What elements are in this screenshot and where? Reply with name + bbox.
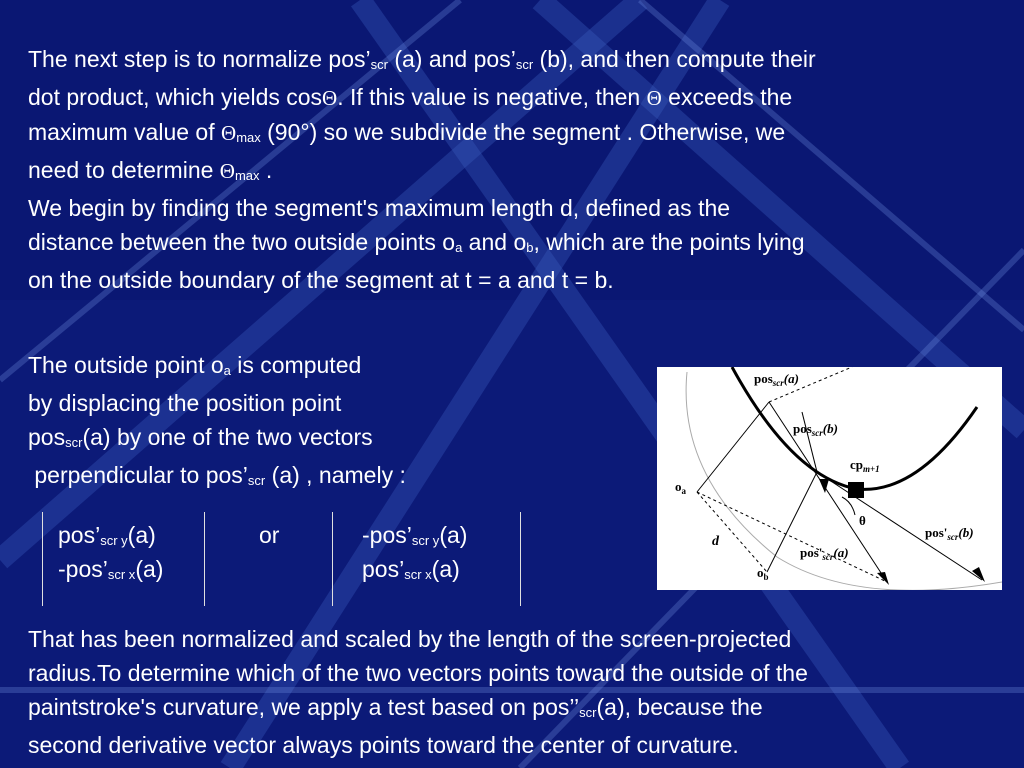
text-line: radius.To determine which of the two vectors points toward the outside of the — [28, 660, 808, 686]
segment-left — [697, 492, 767, 572]
text-line: That has been normalized and scaled by the length of the screen-projected — [28, 626, 792, 652]
text-line: The outside point $o_a$ is computed — [28, 352, 362, 378]
curvature-diagram — [657, 367, 1002, 590]
label-cp: $cp_{m+1}$ — [850, 457, 880, 474]
label-theta: θ — [859, 513, 866, 528]
vector-option-1b: $-pos’_{scr x}(a)$ — [58, 556, 164, 582]
text-line: by displacing the position point — [28, 390, 342, 416]
vector-options-table — [42, 512, 522, 606]
table-divider — [204, 512, 205, 606]
arrowhead-a — [877, 572, 889, 585]
label-d: d — [712, 534, 719, 549]
text-line: perpendicular to $pos’_{scr}$ (a) , namely : — [28, 462, 406, 488]
label-posp-a: $pos'_{scr}(a)$ — [800, 545, 849, 562]
normalization-paragraph — [28, 622, 808, 762]
tangent-line-b — [817, 472, 982, 580]
text-line: on the outside boundary of the segment at t = a and t = b. — [28, 267, 614, 293]
diagram-svg — [657, 367, 1002, 590]
label-oa: $o_a$ — [675, 479, 686, 496]
vector-option-2a: $-pos’_{scr y}(a)$ — [362, 522, 468, 548]
text-line: We begin by finding the segment's maximum length d, defined as the — [28, 195, 731, 221]
label-posp-b: $pos'_{scr}(b)$ — [925, 525, 974, 542]
text-line: paintstroke's curvature, we apply a test based on $pos’’_{scr}(a)$, because the — [28, 694, 763, 720]
table-divider — [520, 512, 521, 606]
text-line: need to determine $\Theta_{max}$ . — [28, 157, 273, 183]
text-line: dot product, which yields cosΘ. If this value is negative, then Θ exceeds the — [28, 84, 793, 110]
label-ob: $o_b$ — [757, 565, 769, 582]
intro-paragraph — [28, 42, 816, 297]
theta-arc — [842, 497, 855, 515]
label-pos-b: pos$_{scr}$(b) — [793, 421, 838, 438]
or-label: or — [259, 522, 280, 548]
text-line: distance between the two outside points $o_a$ and $o_b$, which are the points lying — [28, 229, 805, 255]
table-divider — [332, 512, 333, 606]
perp-line-a — [697, 402, 769, 492]
text-line: maximum value of $\Theta_{max}$ (90°) so we subdivide the segment . Otherwise, we — [28, 119, 786, 145]
outside-point-paragraph — [28, 348, 406, 496]
text-line: The next step is to normalize $pos’_{scr}$ (a) and $pos’_{scr}$ (b), and then compute their — [28, 46, 816, 72]
vector-option-2b: $pos’_{scr x}(a)$ — [362, 556, 460, 582]
text-line: pos$_{scr}$(a) by one of the two vectors — [28, 424, 373, 450]
control-point — [848, 482, 864, 498]
table-divider — [42, 512, 43, 606]
vector-option-1a: $pos’_{scr y}(a)$ — [58, 522, 156, 548]
distance-line — [697, 492, 887, 582]
text-line: second derivative vector always points toward the center of curvature. — [28, 732, 739, 758]
label-pos-a: pos$_{scr}$(a) — [754, 371, 799, 388]
